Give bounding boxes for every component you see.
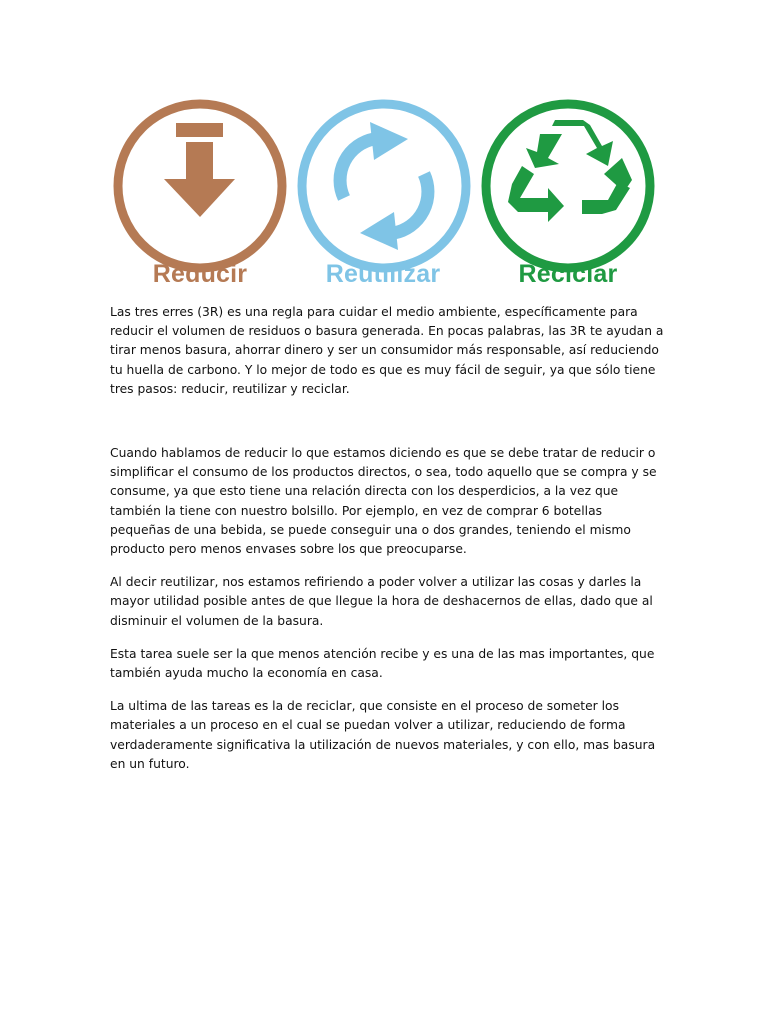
recycle-icon	[486, 104, 650, 268]
paragraph-reutilizar: Al decir reutilizar, nos estamos refiriendo a poder volver a utilizar las cosas y darles la mayor utilidad posible antes de que llegue la hora de deshacernos de ellas, dado que al disminuir el volumen de la basura.	[110, 575, 653, 628]
document-body	[110, 303, 666, 788]
down-arrow-icon	[118, 104, 282, 268]
reciclar-label: Reciclar	[518, 260, 618, 288]
paragraph-reciclar: La ultima de las tareas es la de reciclar, que consiste en el proceso de someter los materiales a un proceso en el cual se puedan volver a utilizar, reduciendo de forma verdaderamente significativa la utilización de nuevos materiales, y con ello, mas basura en un futuro.	[110, 699, 656, 771]
paragraph-intro: Las tres erres (3R) es una regla para cuidar el medio ambiente, específicamente para reducir el volumen de residuos o basura generada. En pocas palabras, las 3R te ayudan a tirar menos basura, ahorrar dinero y ser un consumidor más responsable, así reduciendo tu huella de carbono. Y lo mejor de todo es que es muy fácil de seguir, ya que sólo tiene tres pasos: reducir, reutilizar y reciclar.	[110, 305, 664, 396]
paragraph-importance: Esta tarea suele ser la que menos atención recibe y es una de las mas importantes, que también ayuda mucho la economía en casa.	[110, 646, 655, 681]
reducir-label: Reducir	[152, 260, 248, 288]
reutilizar-label: Reutilizar	[325, 260, 441, 288]
refresh-arrows-icon	[302, 104, 466, 268]
paragraph-reducir: Cuando hablamos de reducir lo que estamos diciendo es que se debe tratar de reducir o simplificar el consumo de los productos directos, o sea, todo aquello que se compra y se consume, ya que esto tiene una relación directa con los desperdicios, a la vez que también la tiene con nuestro bolsillo. Por ejemplo, en vez de comprar 6 botellas pequeñas de una bebida, se puede conseguir una o dos grandes, teniendo el mismo producto pero menos envases sobre los que preocuparse.	[110, 446, 657, 557]
